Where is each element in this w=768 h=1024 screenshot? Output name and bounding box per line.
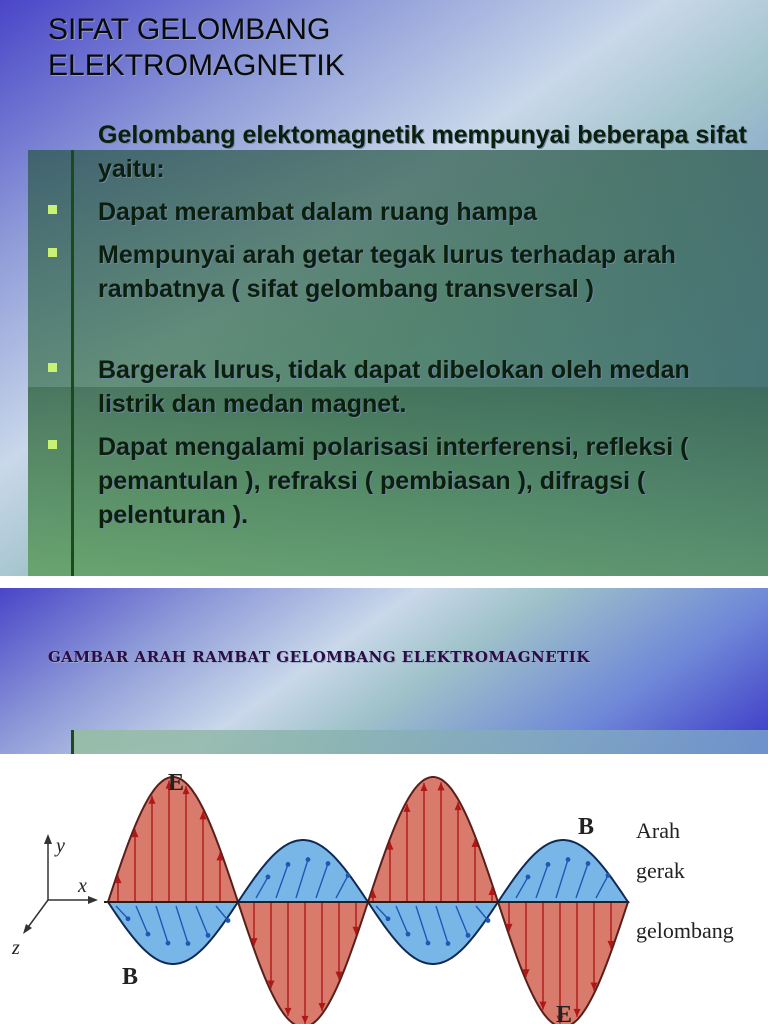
b-field-vector-head [486,918,491,923]
y-axis-label: y [56,835,65,857]
direction-caption-line-2: gerak [636,858,685,883]
e-field-label-bottom: E [556,1002,573,1024]
b-field-vector-head [126,916,131,921]
b-field-vector-head [306,857,311,862]
b-field-vector-head [466,933,471,938]
b-field-label-left: B [122,964,139,990]
b-field-vector-head [586,861,591,866]
bullet-marker [48,205,57,214]
panel-divider-line [71,150,74,576]
b-field-vector-head [446,941,451,946]
b-field-vector-head [226,918,231,923]
bullet-marker [48,248,57,257]
b-field-vector-head [386,916,391,921]
panel-divider-line [71,730,74,754]
b-field-vector-head [566,857,571,862]
b-field-vector-head [206,933,211,938]
bullet-marker [48,363,57,372]
b-field-label-right: B [578,814,595,840]
bullet-item: Dapat merambat dalam ruang hampa [98,198,538,226]
b-field-vector-head [546,862,551,867]
direction-caption-line-3: gelombang [636,918,734,943]
direction-caption-line-1: Arah [636,818,680,843]
b-field-vector-head [606,873,611,878]
b-field-vector-head [266,875,271,880]
b-field-vector-head [166,941,171,946]
x-axis-label: x [78,875,87,897]
bullet-item: Mempunyai arah getar tegak lurus terhadap arah rambatnya ( sifat gelombang transversal ) [98,241,676,303]
b-field-vector-head [286,862,291,867]
slide-title [48,12,345,84]
z-axis-label: z [12,937,20,959]
b-field-vector-head [426,941,431,946]
slide-title-line-1: SIFAT GELOMBANG [48,13,331,46]
slide-title-line-2: ELEKTROMAGNETIK [48,49,345,82]
slide-2-panel [72,730,768,754]
b-field-vector-head [186,941,191,946]
b-field-vector-head [526,875,531,880]
slide-2-title: GAMBAR ARAH RAMBAT GELOMBANG ELEKTROMAGNETIK [48,648,590,666]
b-field-vector-head [406,932,411,937]
b-field-vector-head [346,873,351,878]
bullet-marker [48,440,57,449]
bullet-item: Dapat mengalami polarisasi interferensi, refleksi ( pemantulan ), refraksi ( pembiasan ), difragsi ( pelenturan ). [98,433,689,529]
slide-2 [0,588,768,754]
bullet-item: Bargerak lurus, tidak dapat dibelokan oleh medan listrik dan medan magnet. [98,356,690,418]
e-field-label-top: E [168,770,185,796]
b-field-vector-head [326,861,331,866]
em-wave-diagram [0,754,768,1024]
b-field-vector-head [146,932,151,937]
intro-text: Gelombang elektomagnetik mempunyai beberapa sifat yaitu: [98,121,747,183]
